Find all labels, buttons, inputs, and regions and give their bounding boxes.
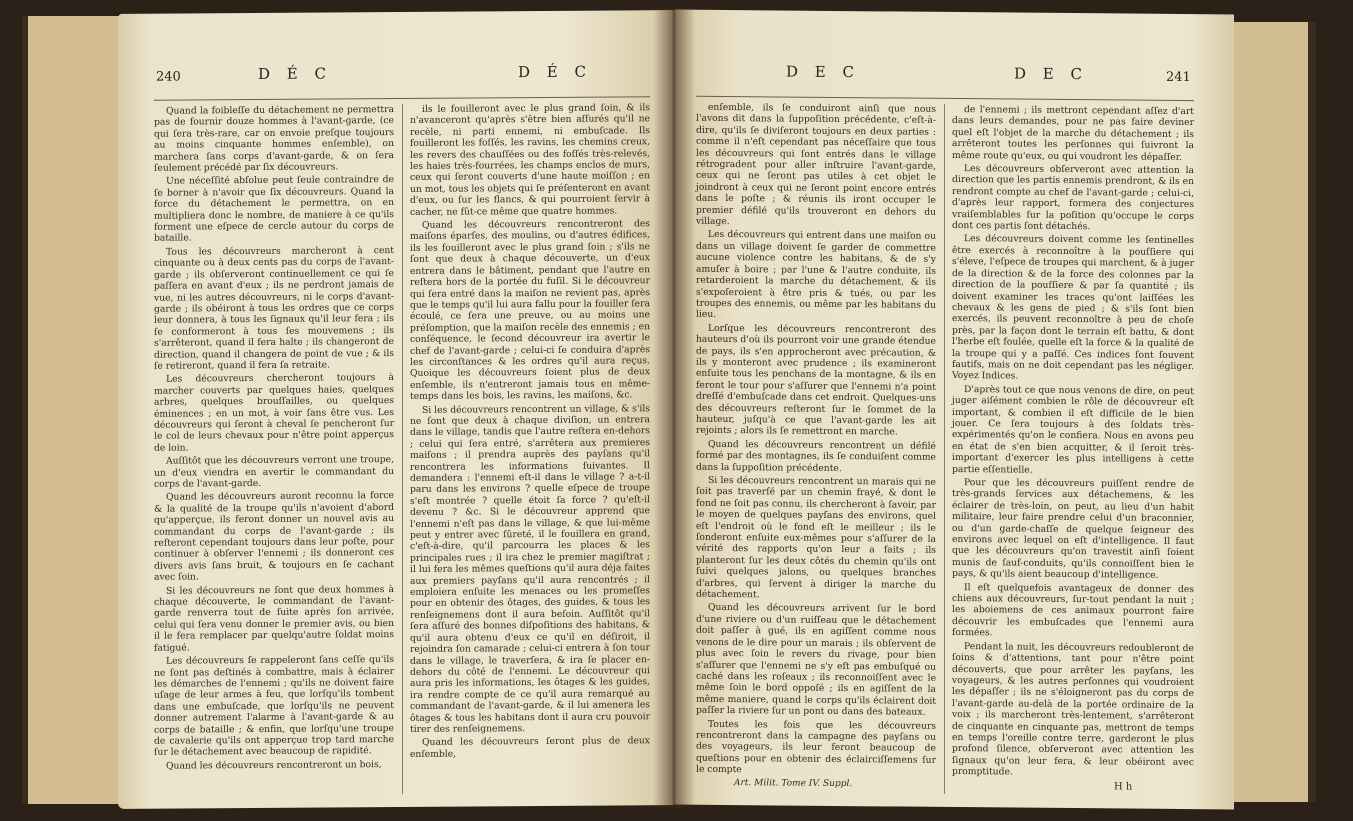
paragraph: Si les découvreurs rencontrent un village, & s'ils ne ſont que deux à chaque diviſion, un entrera dans le village, tandis que l'autre reſtera en-dehors ; celui qui ſera entré, s'arrêtera aux premieres maiſons ; il prendra auprès des payſans qu'il rencontrera les informations ſuivantes. Il demandera : l'ennemi eſt-il dans le village ? a-t-il paru dans les environs ? quelle eſpece de troupe s'eſt montrée ? quelle étoit ſa force ? qu'eſt-il devenu ? &c. Si le découvreur apprend que l'ennemi n'eſt pas dans le village, & que lui-même peut y entrer avec ſûreté, il le fouillera en grand, c'eſt-à-dire, qu'il parcourra les places & les principales rues ; il ira chez le premier magiſtrat ; il lui fera les mêmes queſtions qu'il aura déja faites aux premiers payſans qu'il aura rencontrés ; il emploiera enſuite les menaces ou les promeſſes pour en obtenir des ôtages, des guides, & tous les renſeignemens dont il aura beſoin. Auſſitôt qu'il ſera aſſuré des bonnes diſpoſitions des habitans, & qu'il aura obtenu d'eux ce qu'il en déſiroit, il rejoindra ſon camarade ; celui-ci entrera à ſon tour dans le village, le traverſera, & ira ſe placer en-dehors du côté de l'ennemi. Le découvreur qui aura pris les informations, les ôtages & les guides, ira rendre compte de ce qu'il aura remarqué au commandant de l'avant-garde, & il lui amenera les ôtages & tous les habitans dont il aura cru pouvoir tirer des renſeignemens. bbox=[410, 402, 650, 735]
left-running-head-2: D É C bbox=[518, 62, 592, 82]
left-column-1 bbox=[154, 104, 394, 774]
right-running-head-1: D E C bbox=[786, 62, 860, 82]
paragraph: Si les découvreurs ne ſont que deux hommes à chaque découverte, le commandant de l'avant-garde renverra tout de ſuite après ſon arrivée, celui qui ſera venu donner le premier avis, ou bien il le fera remplacer par quelqu'autre ſoldat moins fatigué. bbox=[154, 583, 394, 654]
paragraph: Auſſitôt que les découvreurs verront une troupe, un d'eux viendra en avertir le commandant du corps de l'avant-garde. bbox=[154, 454, 394, 490]
right-page bbox=[674, 10, 1234, 810]
paragraph: D'après tout ce que nous venons de dire, on peut juger aiſément combien le rôle de découvreur eſt important, & combien il eſt difficile de le bien jouer. Ce ſera toujours à des ſoldats très-expérimentés qu'on le confiera. Nous en avons peu en état de s'en bien acquitter, & il ſeroit très-important d'exercer les plus intelligens à cette partie eſſentielle. bbox=[952, 383, 1194, 476]
right-header-rule bbox=[696, 96, 1194, 101]
right-running-head-2: D E C bbox=[1014, 64, 1088, 84]
paragraph: Quand les découvreurs ſeront plus de deux enſemble, bbox=[410, 735, 650, 760]
right-column-1 bbox=[696, 102, 936, 780]
left-page-edges bbox=[22, 16, 122, 804]
paragraph: Quand la foibleſſe du détachement ne permettra pas de fournir douze hommes à l'avant-garde, (ce qui ſera très-rare, car on envoie preſque toujours au moins cinquante hommes enſemble), on marchera ſans corps d'avant-garde, & on ſera ſeulement précédé par ſix découvreurs. bbox=[154, 104, 394, 174]
left-page bbox=[118, 10, 674, 809]
left-header-rule bbox=[154, 96, 650, 100]
paragraph: Les découvreurs obſerveront avec attention la direction que les partis ennemis prendront, & ils en rendront compte au chef de l'avant-garde ; celui-ci, d'après leur rapport, formera des conjectures vraiſemblables ſur la poſition qu'occupe le corps dont ces partis ſont détachés. bbox=[952, 163, 1194, 233]
right-column-2 bbox=[952, 104, 1194, 782]
right-page-number: 241 bbox=[1166, 69, 1191, 86]
paragraph: Les découvreurs ſe rappeleront ſans ceſſe qu'ils ne ſont pas deſtinés à combattre, mais à éclairer les démarches de l'ennemi ; qu'ils ne doivent faire uſage de leur armes à feu, que lorſqu'ils tombent dans une embuſcade, que lorſqu'ils ne peuvent donner autrement l'alarme à l'avant-garde & au corps de bataille ; & enfin, que lorſqu'une troupe de cavalerie qu'ils ont apperçue trop tard marche ſur le détachement avec beaucoup de rapidité. bbox=[154, 654, 394, 759]
paragraph: Pour que les découvreurs puiſſent rendre de très-grands ſervices aux détachemens, & les éclairer de très-loin, on peut, au lieu d'un habit militaire, leur faire prendre celui d'un braconnier, ou d'un garde-chaſſe de quelque ſeigneur des environs avec lequel on eſt d'intelligence. Il faut que les découvreurs qu'on travestit ainſi ſoient munis de ſauf-conduits, qu'ils connoiſſent bien le pays, & qu'ils aient beaucoup d'intelligence. bbox=[952, 477, 1194, 582]
paragraph: Lorſque les découvreurs rencontreront des hauteurs d'où ils pourront voir une grande étendue de pays, ils s'en approcheront avec précaution, & ils y monteront avec prudence ; ils examineront enſuite tous les penchans de la montagne, & ils en feront le tour pour s'aſſurer que l'ennemi n'a point dreſſé d'embuſcade dans cet endroit. Quelques-uns des découvreurs reſteront ſur le ſommet de la hauteur, juſqu'à ce que l'avant-garde les ait rejoints ; alors ils ſe remettront en marche. bbox=[696, 322, 936, 438]
paragraph: Les découvreurs chercheront toujours à marcher couverts par quelques haies, quelques arbres, quelques brouſſailles, ou quelques éminences ; en un mot, à voir ſans être vus. Les découvreurs qui ſeront à cheval ſe pencheront ſur le col de leurs chevaux pour n'être point apperçus de loin. bbox=[154, 372, 394, 454]
paragraph: Les découvreurs doivent comme les ſentinelles être exercés à reconnoître à la pouſſiere qui s'éleve, l'eſpece de troupes qui marchent, & à juger de la direction & de la force des colonnes par la direction de la pouſſiere & par ſa quantité ; ils doivent examiner les traces qu'ont laiſſées les chevaux & les gens de pied ; & s'ils ſont bien exercés, ils peuvent reconnoître à peu de choſe près, par la façon dont le terrain eſt battu, & dont l'herbe eſt foulée, quelle eſt la force & la qualité de la troupe qui y a paſſé. Ces indices ſont ſouvent fautifs, mais on ne doit cependant pas les négliger. Voyez Indices. bbox=[952, 233, 1194, 382]
paragraph: Quand les découvreurs arrivent ſur le bord d'une riviere ou d'un ruiſſeau que le détachement doit paſſer à gué, ils en agiſſent comme nous venons de le dire pour un marais ; ils obſervent de plus avec ſoin le revers du rivage, pour bien s'aſſurer que l'ennemi ne s'y eſt pas embuſqué ou caché dans les roſeaux ; ils reconnoiſſent avec le même ſoin le bord oppoſé ; ils en agiſſent de la même maniere, quand le corps qu'ils éclairent doit paſſer la riviere ſur un pont ou dans des bateaux. bbox=[696, 602, 936, 718]
paragraph: Quand les découvreurs rencontrent un défilé formé par des montagnes, ils ſe conduiſent comme dans la ſuppoſition précédente. bbox=[696, 438, 936, 474]
paragraph: Quand les découvreurs auront reconnu la force & la qualité de la troupe qu'ils n'avoient d'abord qu'apperçue, ils feront donner un nouvel avis au commandant du corps de l'avant-garde ; ils reſteront cependant toujours dans leur poſte, pour continuer à obſerver l'ennemi ; ils donneront ces divers avis ſans bruit, & toujours en ſe cachant avec ſoin. bbox=[154, 490, 394, 583]
paragraph: Si les découvreurs rencontrent un marais qui ne ſoit pas traverſé par un chemin frayé, & dont le fond ne ſoit pas connu, ils chercheront à ſavoir, par le moyen de quelques payſans des environs, quel eſt l'endroit où le fond eſt le meilleur ; ils le ſonderont enſuite eux-mêmes pour s'aſſurer de la vérité des rapports qu'on leur a faits ; ils planteront ſur les deux côtés du chemin qu'ils ont ſuivi quelques jalons, ou quelques branches d'arbres, qui ſervent à diriger la marche du détachement. bbox=[696, 474, 936, 601]
paragraph: Une néceſſité abſolue peut ſeule contraindre de ſe borner à n'avoir que ſix découvreurs. Quand la force du détachement le permettra, on en multipliera donc le nombre, de maniere à ce qu'ils forment une eſpece de cercle autour du corps de bataille. bbox=[154, 174, 394, 245]
paragraph: Pendant la nuit, les découvreurs redoubleront de ſoins & d'attentions, tant pour n'être point découverts, que pour arrêter les payſans, les voyageurs, & les autres perſonnes qui voudroient les dépaſſer ; ils ne s'éloigneront pas du corps de l'avant-garde au-delà de la portée ordinaire de la voix ; ils marcheront très-lentement, s'arrêteront de cinquante en cinquante pas, mettront de temps en temps l'oreille contre terre, garderont le plus profond ſilence, obſerveront avec attention les ſignaux qu'on leur fera, & leur obéiront avec promptitude. bbox=[952, 640, 1194, 778]
paragraph: ils le fouilleront avec le plus grand ſoin, & ils n'avanceront qu'après s'être bien aſſurés qu'il ne recèle, ni parti ennemi, ni embuſcade. Ils fouilleront les foſſés, les ravins, les chemins creux, les revers des chauſſées ou des foſſés très-relevés, les haies très-fourrées, les champs enclos de murs, ceux qui ſeront couverts d'une haute moiſſon ; en un mot, tous les objets qui ſe préſenteront en avant d'eux, ou ſur les flancs, & qui pourroient ſervir à cacher, ne fût-ce même que quatre hommes. bbox=[410, 102, 650, 218]
paragraph: enſemble, ils ſe conduiront ainſi que nous l'avons dit dans la ſuppoſition précédente, c'eſt-à-dire, qu'ils ſe diviſeront toujours en deux parties : comme il n'eſt cependant pas néceſſaire que tous les découvreurs qui ſont entrés dans le village rétrogradent pour aller inſtruire l'avant-garde, ceux qui ne ſeront pas utiles à cet objet le joindront à ceux qui ne ſeront point encore entrés dans le poſte ; & réunis ils iront occuper le premier défilé qu'ils trouveront en dehors du village. bbox=[696, 101, 936, 228]
signature-mark: H h bbox=[1114, 781, 1133, 793]
paragraph: Il eſt quelquefois avantageux de donner des chiens aux découvreurs, ſur-tout pendant la nuit ; les aboiemens de ces animaux pourront faire découvrir les embuſcades que l'ennemi aura formées. bbox=[952, 581, 1194, 639]
left-page-number: 240 bbox=[156, 69, 181, 85]
paragraph: Toutes les fois que les découvreurs rencontreront dans la campagne des payſans ou des voyageurs, ils leur feront beaucoup de queſtions pour en obtenir des éclairciſſemens ſur le compte bbox=[696, 718, 936, 776]
left-running-head-1: D É C bbox=[258, 64, 332, 83]
left-column-divider bbox=[402, 104, 403, 794]
left-column-2 bbox=[410, 102, 650, 762]
right-page-edges bbox=[1232, 22, 1316, 802]
paragraph: Quand les découvreurs rencontreront un bois, bbox=[166, 758, 382, 772]
footer-volume-note: Art. Milit. Tome IV. Suppl. bbox=[734, 778, 853, 790]
paragraph: Tous les découvreurs marcheront à cent cinquante ou à deux cents pas du corps de l'avant-garde ; ils obſerveront continuellement ce qui ſe paſſera en avant d'eux ; ils ne perdront jamais de vue, ni les autres découvreurs, ni le corps d'avant-garde ; ils obéiront à tous les ordres que ce corps leur donnera, à tous les ſignaux qu'il leur fera ; ils ſe conformeront à tous ſes mouvemens ; ils s'arrêteront, quand il fera halte ; ils changeront de direction, quand il changera de point de vue ; & ils ſe retireront, quand il fera ſa retraite. bbox=[154, 244, 394, 372]
right-column-divider bbox=[944, 104, 945, 794]
book-gutter bbox=[653, 8, 695, 808]
paragraph: Les découvreurs qui entrent dans une maiſon ou dans un village doivent ſe garder de commettre aucune violence contre les habitans, & de s'y amuſer à boire ; par l'une & l'autre conduite, ils retarderoient la marche du détachement, & ils s'expoſeroient à être pris & tués, ou par les troupes des ennemis, ou même par les habitans du lieu. bbox=[696, 229, 936, 321]
paragraph: Quand les découvreurs rencontreront des maiſons éparſes, des moulins, ou d'autres édifices, ils les fouilleront avec le plus grand ſoin ; s'ils ne ſont que deux à chaque découverte, un d'eux entrera dans le bâtiment, pendant que l'autre en reſtera hors de la portée du fuſil. Si le découvreur qui ſera entré dans la maiſon ne revient pas, après que le temps qu'il lui aura fallu pour la fouiller ſera écoulé, ce ſera une preuve, ou au moins une préſomption, que la maiſon recèle des ennemis ; en conſéquence, le ſecond découvreur ira avertir le chef de l'avant-garde ; celui-ci ſe conduira d'après les circonſtances & les ordres qu'il aura reçus. Quoique les découvreurs ſoient plus de deux enſemble, ils n'entreront jamais tous en même-temps dans les bois, les ravins, les maiſons, &c. bbox=[410, 218, 650, 403]
paragraph: de l'ennemi ; ils mettront cependant aſſez d'art dans leurs demandes, pour ne pas faire deviner quel eſt l'objet de la marche du détachement ; ils arrêteront toutes les perſonnes qui ſuivront la même route qu'eux, ou qui voudront les dépaſſer. bbox=[952, 104, 1194, 163]
